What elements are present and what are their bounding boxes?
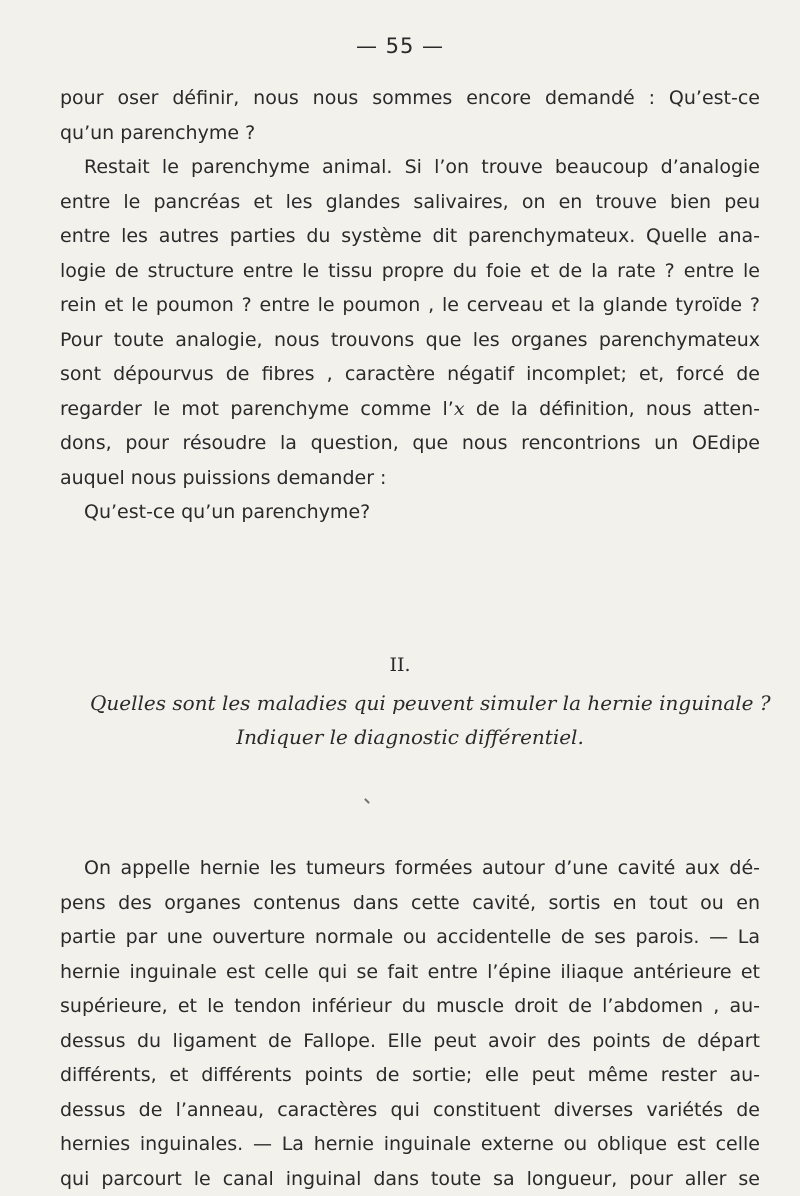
text-block-lower — [60, 851, 760, 1196]
text-line: hernie inguinale est celle qui se fait entre l’épine iliaque antérieure et — [60, 955, 760, 990]
text-line: supérieure, et le tendon inférieur du muscle droit de l’abdomen , au- — [60, 989, 760, 1024]
text-line: dessus du ligament de Fallope. Elle peut avoir des points de départ — [60, 1024, 760, 1059]
text-line: pour oser définir, nous nous sommes encore demandé : Qu’est-ce — [60, 81, 760, 116]
text-line: entre les autres parties du système dit parenchymateux. Quelle ana- — [60, 219, 760, 254]
text-line: qui parcourt le canal inguinal dans toute sa longueur, pour aller se — [60, 1162, 760, 1196]
text-line: qu’un parenchyme ? — [60, 116, 760, 151]
text-block-upper — [60, 81, 760, 530]
text-line: sont dépourvus de fibres , caractère négatif incomplet; et, forcé de — [60, 357, 760, 392]
text-line: pens des organes contenus dans cette cavité, sortis en tout ou en — [60, 886, 760, 921]
text-line: Qu’est-ce qu’un parenchyme? — [60, 495, 760, 530]
text-line: hernies inguinales. — La hernie inguinale externe ou oblique est celle — [60, 1127, 760, 1162]
question-line: Quelles sont les maladies qui peuvent simuler la hernie inguinale ? — [90, 686, 730, 720]
text-line: logie de structure entre le tissu propre du foie et de la rate ? entre le — [60, 254, 760, 289]
text-line-with-variable — [60, 392, 760, 427]
text-line: partie par une ouverture normale ou accidentelle de ses parois. — La — [60, 920, 760, 955]
text-fragment: de la définition, nous atten- — [465, 398, 760, 420]
print-mark — [364, 798, 370, 804]
section-question — [90, 686, 730, 754]
text-line: dons, pour résoudre la question, que nous rencontrions un OEdipe — [60, 426, 760, 461]
text-line: Restait le parenchyme animal. Si l’on trouve beaucoup d’analogie — [60, 150, 760, 185]
question-line: Indiquer le diagnostic différentiel. — [90, 720, 730, 754]
text-line: auquel nous puissions demander : — [60, 461, 760, 496]
page-number: — 55 — — [0, 34, 800, 58]
text-line: entre le pancréas et les glandes salivaires, on en trouve bien peu — [60, 185, 760, 220]
text-line: différents, et différents points de sortie; elle peut même rester au- — [60, 1058, 760, 1093]
text-line: Pour toute analogie, nous trouvons que les organes parenchymateux — [60, 323, 760, 358]
section-number: II. — [0, 654, 800, 676]
text-line: On appelle hernie les tumeurs formées autour d’une cavité aux dé- — [60, 851, 760, 886]
text-fragment: regarder le mot parenchyme comme l’ — [60, 398, 454, 420]
math-variable-x: x — [454, 398, 465, 420]
text-line: rein et le poumon ? entre le poumon , le cerveau et la glande tyroïde ? — [60, 288, 760, 323]
text-line: dessus de l’anneau, caractères qui constituent diverses variétés de — [60, 1093, 760, 1128]
